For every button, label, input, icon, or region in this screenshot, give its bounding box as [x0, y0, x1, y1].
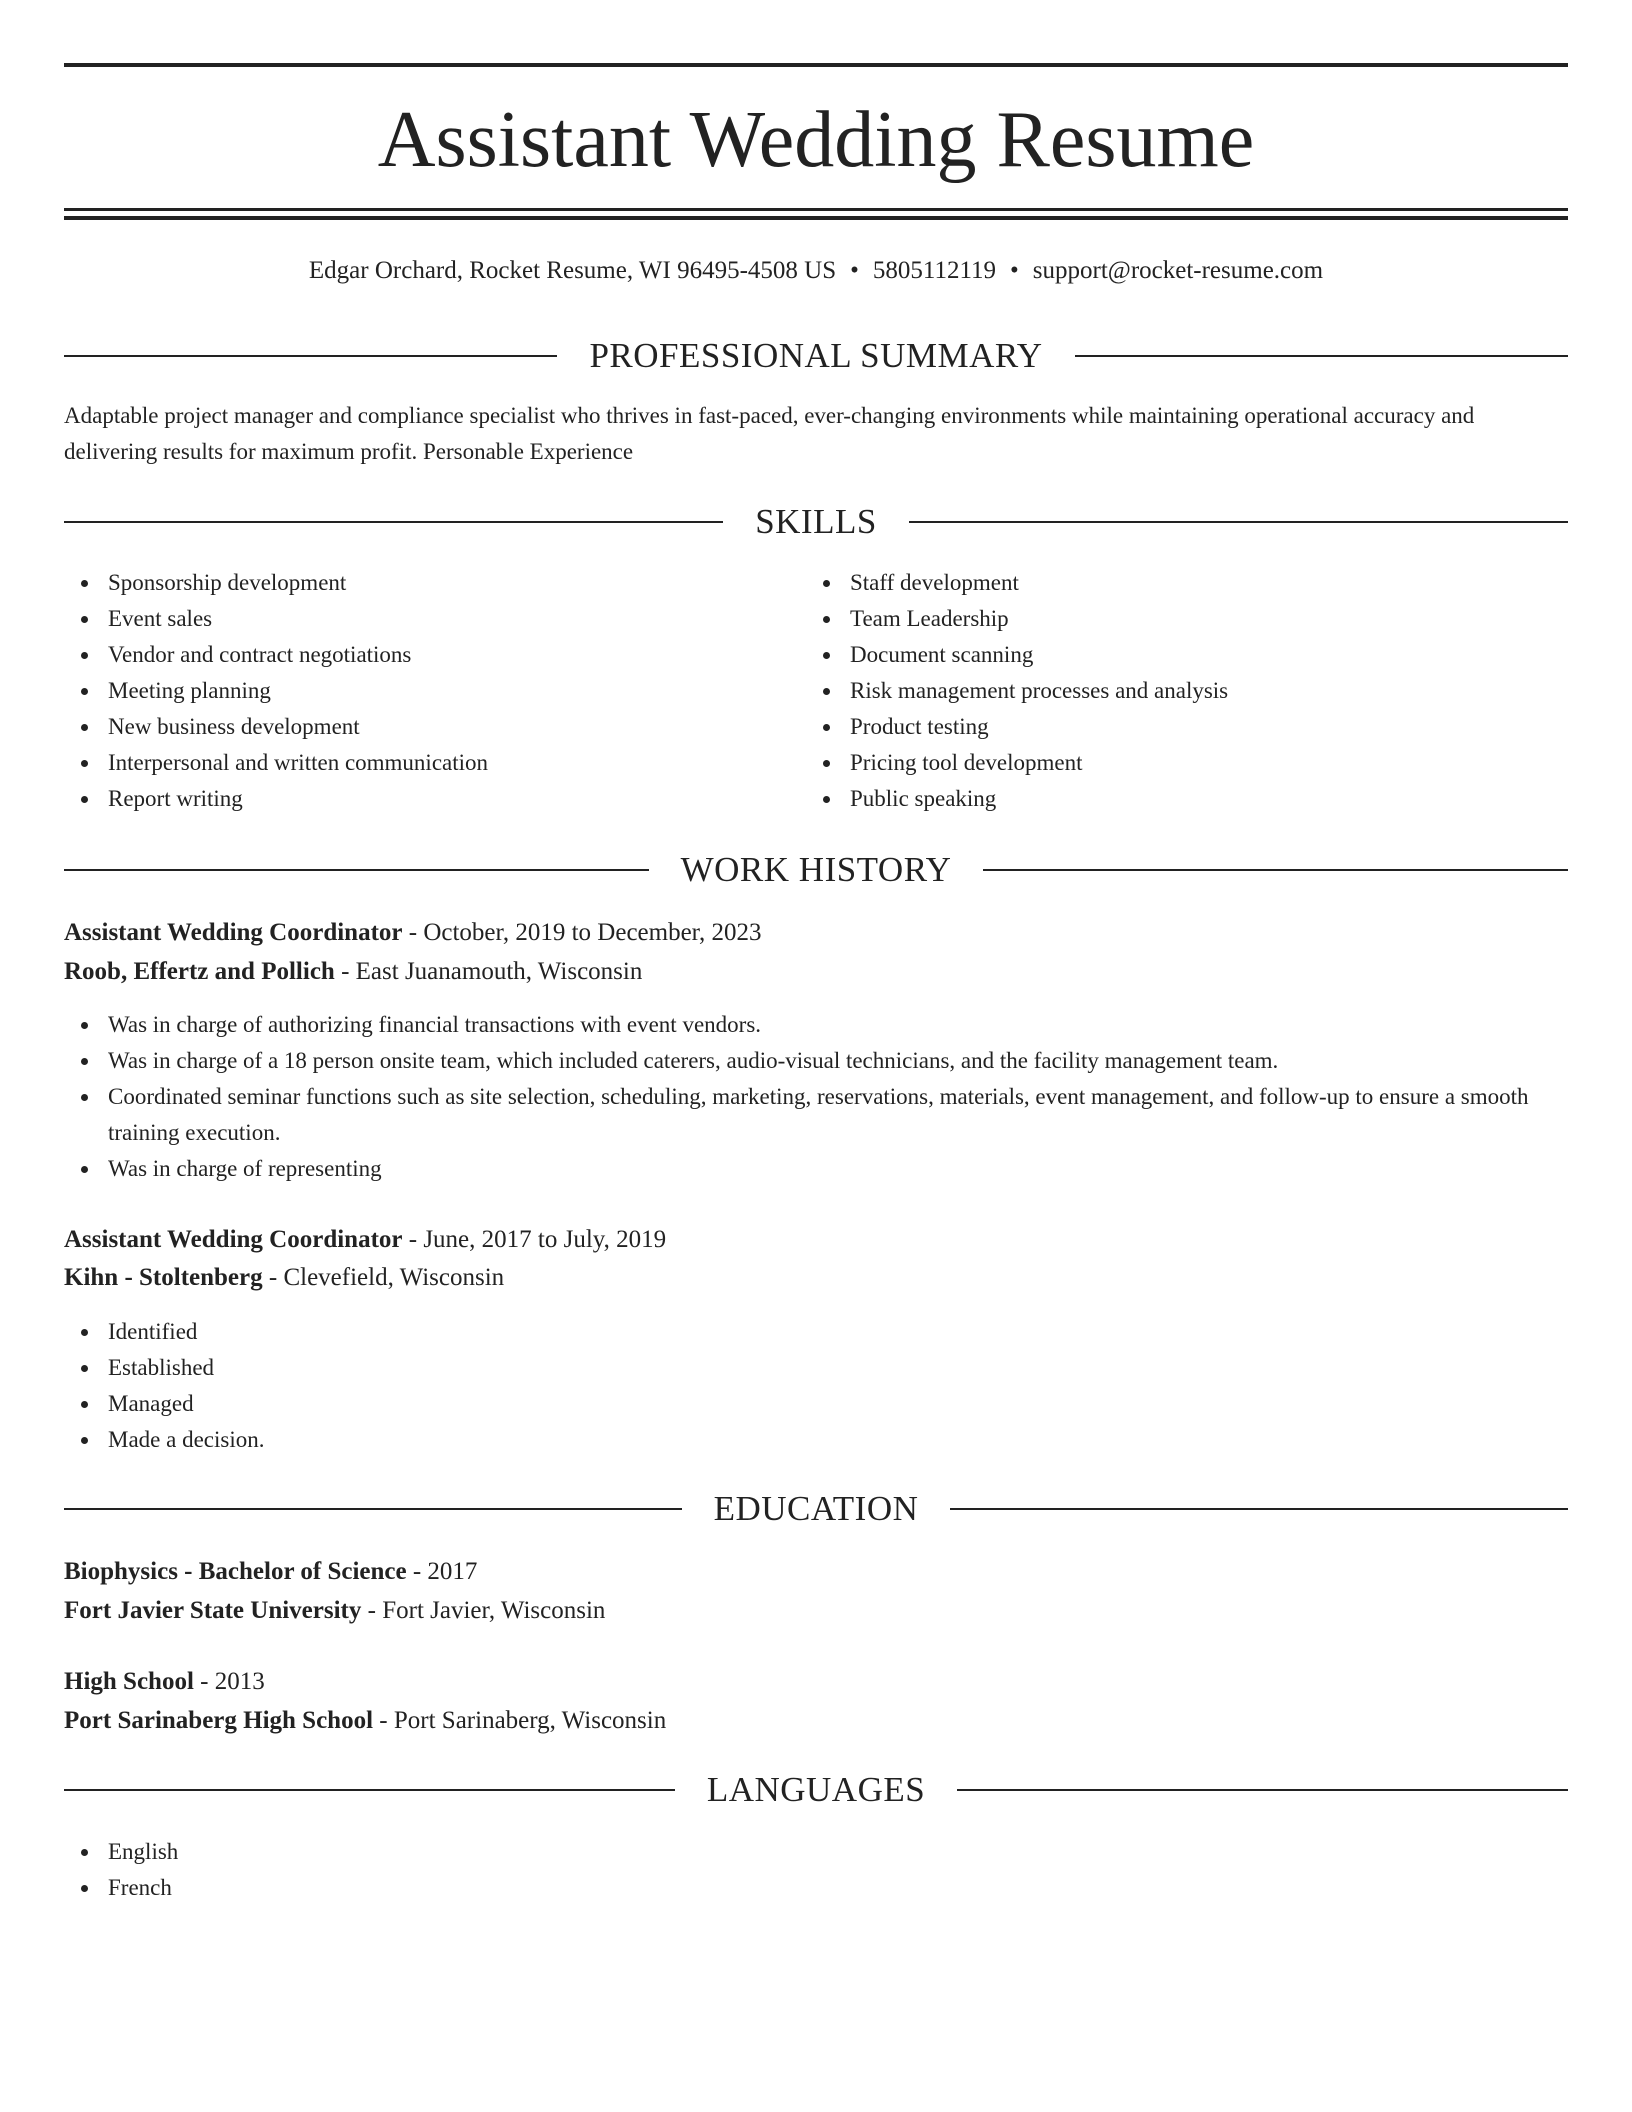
degree-year: - 2017 — [406, 1558, 478, 1585]
school-name: Port Sarinaberg High School — [64, 1707, 374, 1734]
heading-rule — [64, 355, 557, 357]
skill-item: Risk management processes and analysis — [806, 673, 1566, 709]
top-rule — [64, 63, 1568, 67]
job-location: - East Juanamouth, Wisconsin — [334, 958, 643, 985]
job-location: - Clevefield, Wisconsin — [262, 1264, 505, 1291]
contact-separator: • — [850, 257, 859, 284]
heading-rule — [64, 1789, 675, 1791]
heading-rule — [909, 521, 1568, 523]
job-duty: Was in charge of authorizing financial transactions with event vendors. — [64, 1007, 1568, 1043]
skill-item: Vendor and contract negotiations — [64, 637, 804, 673]
section-heading-skills — [64, 500, 1568, 544]
section-heading-languages — [64, 1768, 1568, 1812]
heading-rule — [957, 1789, 1568, 1791]
job-duty: Established — [64, 1350, 1568, 1386]
section-title: EDUCATION — [713, 1489, 919, 1528]
job-duties-list — [64, 1007, 1568, 1187]
heading-rule — [64, 1508, 682, 1510]
school-location: - Fort Javier, Wisconsin — [361, 1597, 606, 1624]
school-name: Fort Javier State University — [64, 1597, 362, 1624]
job-duty: Made a decision. — [64, 1422, 1568, 1458]
skill-item: Pricing tool development — [806, 745, 1566, 781]
heading-rule — [1075, 355, 1568, 357]
section-title: LANGUAGES — [706, 1770, 926, 1809]
job-duties-list — [64, 1314, 1568, 1458]
job-company-line — [64, 1259, 1568, 1297]
skill-item: Report writing — [64, 781, 804, 817]
contact-line — [64, 255, 1568, 287]
language-item: French — [64, 1870, 764, 1906]
heading-rule — [950, 1508, 1568, 1510]
section-title: PROFESSIONAL SUMMARY — [589, 336, 1043, 375]
skill-item: Staff development — [806, 565, 1566, 601]
skill-item: Public speaking — [806, 781, 1566, 817]
degree: Biophysics - Bachelor of Science — [64, 1558, 407, 1585]
degree-year: - 2013 — [193, 1668, 265, 1695]
job-duty: Identified — [64, 1314, 1568, 1350]
job-duty: Managed — [64, 1386, 1568, 1422]
heading-rule — [64, 869, 649, 871]
section-heading-education — [64, 1487, 1568, 1531]
title-rule-lower — [64, 216, 1568, 220]
job-title: Assistant Wedding Coordinator — [64, 919, 403, 946]
skill-item: Event sales — [64, 601, 804, 637]
school-line — [64, 1592, 1568, 1630]
school-location: - Port Sarinaberg, Wisconsin — [373, 1707, 667, 1734]
contact-separator: • — [1010, 257, 1019, 284]
language-item: English — [64, 1834, 764, 1870]
skill-item: Team Leadership — [806, 601, 1566, 637]
job-title-line — [64, 1221, 1568, 1259]
job-company: Roob, Effertz and Pollich — [64, 958, 335, 985]
job-title: Assistant Wedding Coordinator — [64, 1226, 403, 1253]
page-title: Assistant Wedding Resume — [377, 96, 1255, 184]
job-dates: - June, 2017 to July, 2019 — [402, 1226, 667, 1253]
job-title-line — [64, 914, 1568, 952]
job-duty: Coordinated seminar functions such as site selection, scheduling, marketing, reservations, materials, event management, and follow-up to ensure a smooth training execution. — [64, 1079, 1568, 1151]
degree-line — [64, 1663, 1568, 1701]
contact-phone: 5805112119 — [872, 257, 997, 284]
contact-address: Edgar Orchard, Rocket Resume, WI 96495-4508 US — [308, 257, 837, 284]
skill-item: Product testing — [806, 709, 1566, 745]
job-dates: - October, 2019 to December, 2023 — [402, 919, 762, 946]
job-company: Kihn - Stoltenberg — [64, 1264, 263, 1291]
section-heading-work — [64, 848, 1568, 892]
degree: High School — [64, 1668, 194, 1695]
section-title: WORK HISTORY — [680, 850, 952, 889]
job-duty: Was in charge of a 18 person onsite team, which included caterers, audio-visual technicians, and the facility management team. — [64, 1043, 1568, 1079]
contact-email: support@rocket-resume.com — [1032, 257, 1324, 284]
title-rule-upper — [64, 208, 1568, 211]
skill-item: Document scanning — [806, 637, 1566, 673]
job-company-line — [64, 953, 1568, 991]
skill-item: Meeting planning — [64, 673, 804, 709]
school-line — [64, 1702, 1568, 1740]
languages-list — [64, 1834, 764, 1906]
skill-item: Sponsorship development — [64, 565, 804, 601]
skill-item: Interpersonal and written communication — [64, 745, 804, 781]
section-heading-summary — [64, 334, 1568, 378]
section-title: SKILLS — [755, 502, 877, 541]
heading-rule — [983, 869, 1568, 871]
degree-line — [64, 1553, 1568, 1591]
skill-item: New business development — [64, 709, 804, 745]
skills-list-left — [64, 565, 804, 817]
skills-list-right — [806, 565, 1566, 817]
job-duty: Was in charge of representing — [64, 1151, 1568, 1187]
summary-text: Adaptable project manager and compliance specialist who thrives in fast-paced, ever-changing environments while maintaining operational accuracy and delivering results for maximum profit. Personable Experience — [64, 403, 1475, 464]
heading-rule — [64, 521, 723, 523]
